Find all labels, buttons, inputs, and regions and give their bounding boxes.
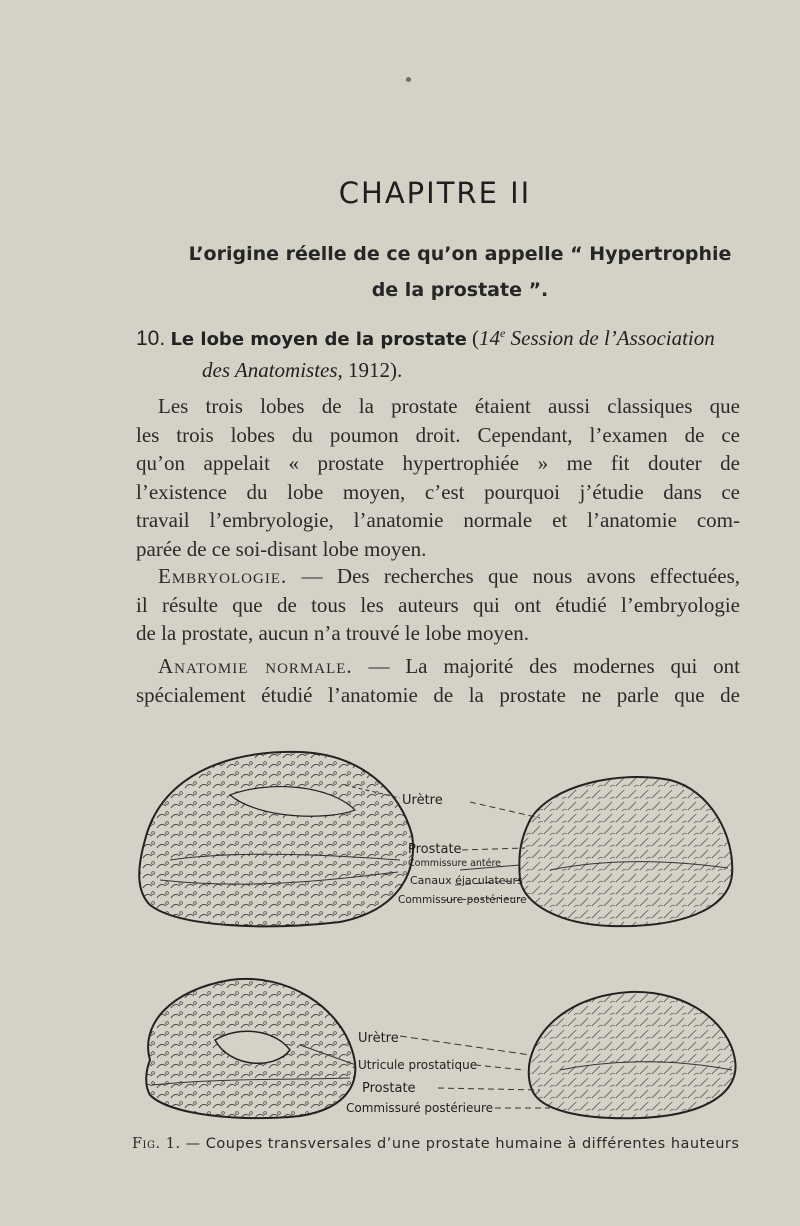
chapter-heading: CHAPITRE II [338,176,532,210]
label-bottom-prostate: Prostate [362,1081,416,1096]
label-bottom-uretre: Urètre [358,1031,399,1046]
paragraph-2 [136,562,740,648]
subtitle-line-2: de la prostate ”. [371,279,549,301]
section-top-right [519,777,732,926]
subtitle-line-1: L’origine réelle de ce qu’on appelle “ Hypertrophie [188,243,732,265]
paragraph-3 [136,652,740,709]
label-bottom-commissure-post: Commissuré postérieure [346,1101,494,1115]
p2-line: de la prostate, aucun n’a trouvé le lobe moyen. [136,621,530,645]
chapter-subtitle [120,236,800,308]
paragraph-1 [136,392,740,563]
figure-caption [132,1136,742,1152]
p1-line: parée de ce soi-disant lobe moyen. [136,536,427,561]
figure-caption-text: — Coupes transversales d’une prostate humaine à différentes hauteurs [180,1136,740,1152]
p1-line: les trois lobes du poumon droit. Cependant, l’examen de ce [136,422,740,447]
section-ref-session: 14 [479,326,501,350]
section-number: 10. [136,327,166,350]
label-top-prostate: Prostate [408,842,462,857]
label-top-commissure-ant: Commissure antére [408,858,502,869]
section-ref-year: 1912). [342,358,403,382]
section-bottom-right [529,992,736,1118]
p1-line: travail l’embryologie, l’anatomie normale et l’anatomie com- [136,508,740,532]
label-bottom-utricule: Utricule prostatique [358,1058,478,1072]
p3-lead: Anatomie normale. [158,654,353,678]
p2-lead: Embryologie. [158,564,288,588]
p1-line: l’existence du lobe moyen, c’est pourquoi j’étudie dans ce [136,479,740,504]
figure-prostate-sections [100,740,750,1130]
figure-number: Fig. 1. [132,1136,181,1152]
section-ref-rest1: Session de l’Association [505,326,715,350]
p1-line: qu’on appelait « prostate hypertrophiée » me fit douter de [136,451,740,475]
p3-line [136,652,740,681]
p3-line: spécialement étudié l’anatomie de la prostate ne parle que de [136,682,740,707]
section-ref-line2 [136,355,746,385]
label-top-uretre: Urètre [402,793,443,808]
section-ref-sup: e [500,326,506,340]
section-ref-rest2: des Anatomistes, [202,358,343,382]
label-top-commissure-post: Commissure postérieure [398,894,527,906]
p2-line: il résulte que de tous les auteurs qui ont étudié l’embryologie [136,592,740,617]
page-mark [406,77,411,82]
p1-line: Les trois lobes de la prostate étaient aussi classiques que [158,394,740,418]
section-ref-open: ( [472,326,480,350]
section-bottom-left [146,979,355,1118]
p2-line1-rest: — Des recherches que nous avons effectuées, [287,564,740,588]
p2-line [136,562,740,591]
label-top-canaux: Canaux éjaculateurs [410,874,523,887]
section-heading [136,318,746,385]
section-top-left [139,752,413,926]
section-title: Le lobe moyen de la prostate [170,329,467,350]
p3-line1-rest: — La majorité des modernes qui ont [352,654,740,678]
